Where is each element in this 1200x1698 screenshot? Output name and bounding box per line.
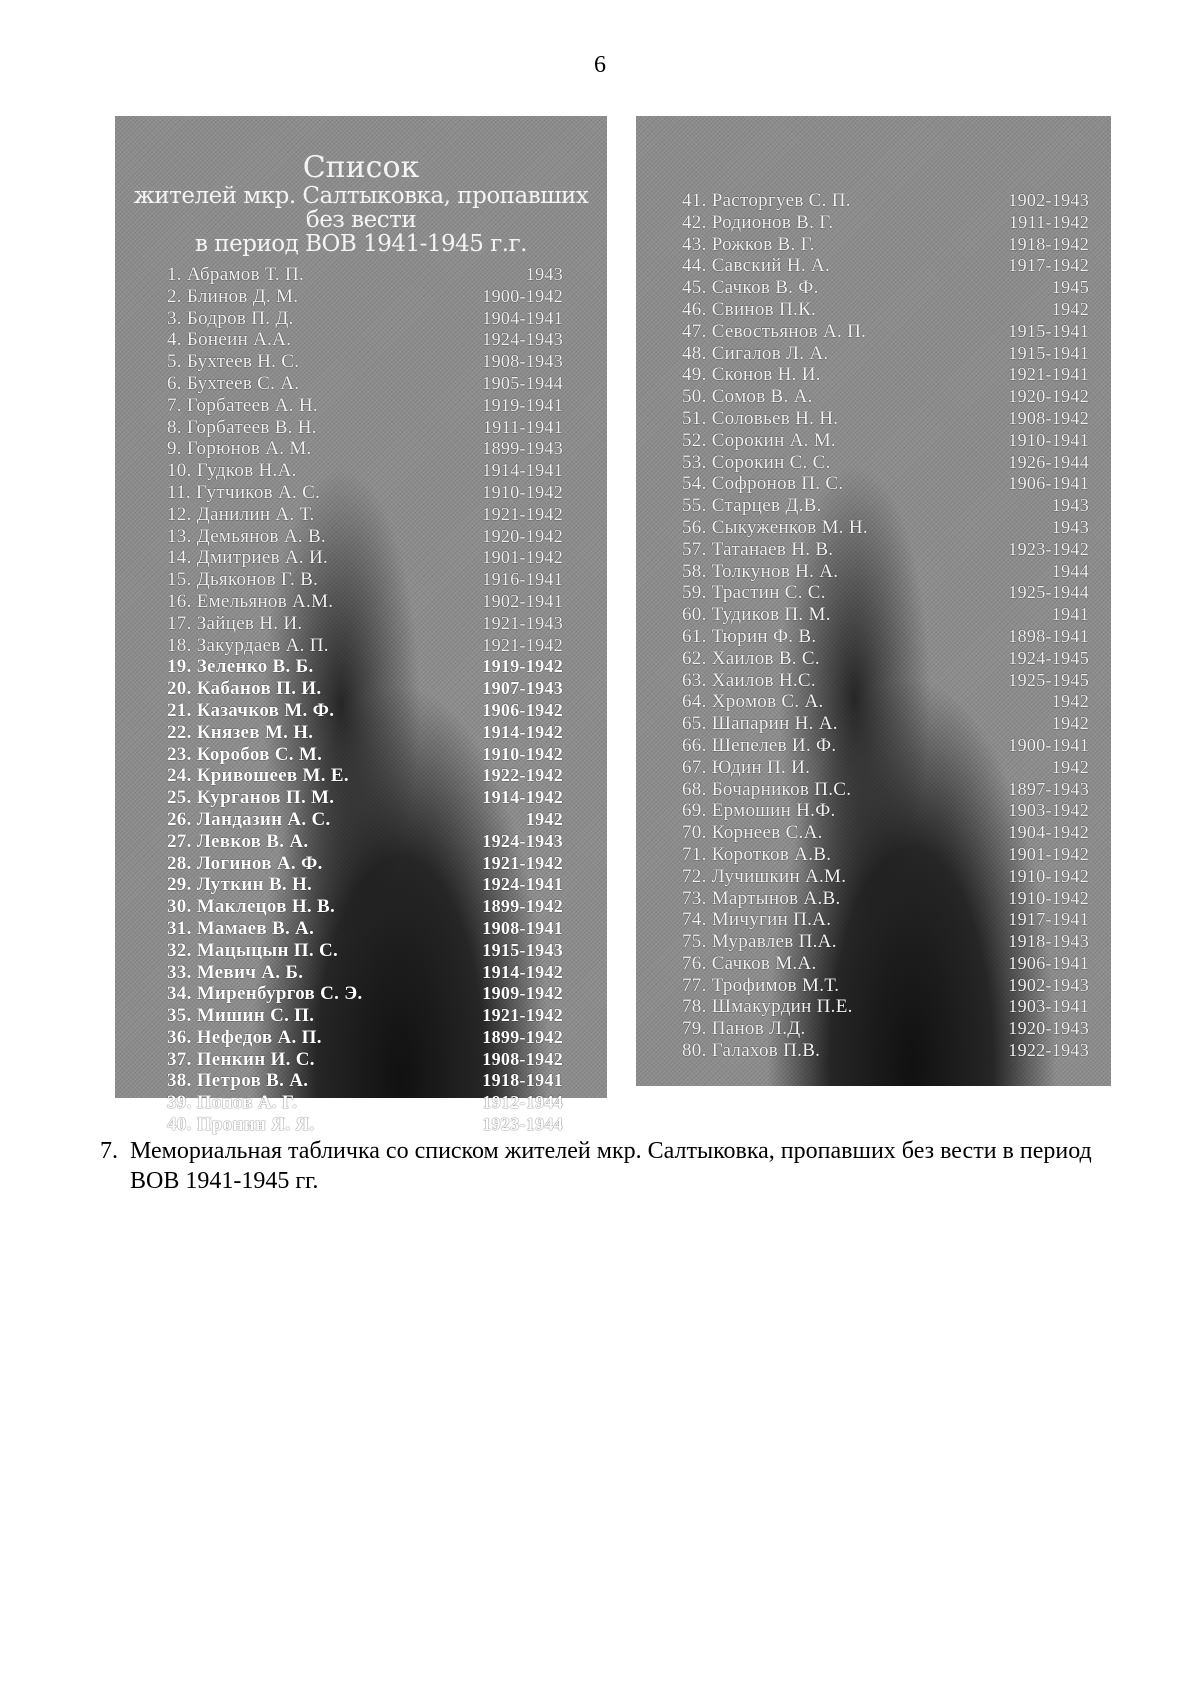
- plaque-heading-line-2: в период ВОВ 1941-1945 г.г.: [195, 230, 527, 257]
- person-name: 19. Зеленко В. Б.: [167, 656, 314, 678]
- life-years: 1921-1942: [482, 634, 563, 655]
- list-item: [167, 482, 563, 504]
- list-item: [167, 308, 563, 330]
- list-item: [167, 395, 563, 417]
- person-name: 37. Пенкин И. С.: [167, 1048, 315, 1070]
- list-item: [167, 526, 563, 548]
- life-years: 1942: [525, 808, 563, 829]
- list-item: [682, 299, 1089, 321]
- life-years: 1903-1942: [1008, 800, 1089, 821]
- life-years: 1915-1941: [1008, 320, 1089, 341]
- list-item: [167, 765, 563, 787]
- list-item: [682, 321, 1089, 343]
- life-years: 1921-1941: [1008, 364, 1089, 385]
- life-years: 1924-1943: [482, 329, 563, 350]
- life-years: 1945: [1051, 277, 1089, 298]
- list-item: [167, 874, 563, 896]
- life-years: 1903-1941: [1008, 996, 1089, 1017]
- life-years: 1906-1942: [482, 699, 563, 720]
- list-item: [167, 569, 563, 591]
- list-item: [682, 626, 1089, 648]
- person-name: 66. Шепелев И. Ф.: [682, 734, 837, 756]
- life-years: 1911-1941: [482, 416, 563, 437]
- person-name: 9. Горюнов А. М.: [167, 438, 312, 460]
- life-years: 1910-1942: [1008, 887, 1089, 908]
- life-years: 1900-1942: [482, 285, 563, 306]
- life-years: 1899-1942: [482, 1026, 563, 1047]
- life-years: 1943: [1051, 516, 1089, 537]
- life-years: 1910-1941: [1008, 429, 1089, 450]
- list-item: [167, 504, 563, 526]
- life-years: 1901-1942: [1008, 843, 1089, 864]
- list-item: [167, 1027, 563, 1049]
- person-name: 73. Мартынов А.В.: [682, 887, 841, 909]
- list-item: [167, 286, 563, 308]
- person-name: 7. Горбатеев А. Н.: [167, 394, 318, 416]
- list-item: [167, 983, 563, 1005]
- caption-number: 7.: [100, 1138, 118, 1164]
- person-name: 18. Закурдаев А. П.: [167, 634, 329, 656]
- person-name: 21. Казачков М. Ф.: [167, 699, 335, 721]
- list-item: [682, 473, 1089, 495]
- list-item: [167, 678, 563, 700]
- list-item: [167, 744, 563, 766]
- person-name: 39. Попов А. Г.: [167, 1092, 298, 1114]
- life-years: 1901-1942: [482, 547, 563, 568]
- person-name: 80. Галахов П.В.: [682, 1040, 821, 1062]
- person-name: 6. Бухтеев С. А.: [167, 372, 300, 394]
- life-years: 1906-1941: [1008, 952, 1089, 973]
- list-item: [167, 351, 563, 373]
- life-years: 1922-1943: [1008, 1040, 1089, 1061]
- person-name: 23. Коробов С. М.: [167, 743, 323, 765]
- life-years: 1912-1944: [482, 1092, 563, 1113]
- person-name: 41. Расторгуев С. П.: [682, 190, 851, 211]
- life-years: 1920-1942: [1008, 386, 1089, 407]
- life-years: 1919-1942: [482, 656, 563, 677]
- person-name: 30. Маклецов Н. В.: [167, 896, 336, 918]
- life-years: 1905-1944: [482, 372, 563, 393]
- person-name: 40. Пронин Я. Я.: [167, 1114, 315, 1136]
- list-item: [682, 452, 1089, 474]
- list-item: [167, 460, 563, 482]
- list-item: [167, 438, 563, 460]
- person-name: 62. Хаилов В. С.: [682, 647, 820, 669]
- list-item: [682, 866, 1089, 888]
- life-years: 1942: [1051, 713, 1089, 734]
- list-item: [682, 364, 1089, 386]
- person-name: 70. Корнеев С.А.: [682, 822, 823, 844]
- person-name: 68. Бочарников П.С.: [682, 778, 852, 800]
- person-name: 75. Муравлев П.А.: [682, 931, 837, 953]
- person-name: 2. Блинов Д. М.: [167, 285, 299, 307]
- list-item: [682, 234, 1089, 256]
- list-item: [682, 909, 1089, 931]
- list-item: [682, 822, 1089, 844]
- life-years: 1943: [1051, 495, 1089, 516]
- person-name: 12. Данилин А. Т.: [167, 503, 315, 525]
- list-item: [682, 604, 1089, 626]
- list-item: [682, 1018, 1089, 1040]
- person-name: 54. Софронов П. С.: [682, 473, 844, 495]
- page-number: 6: [594, 52, 606, 78]
- life-years: 1921-1943: [482, 612, 563, 633]
- life-years: 1909-1942: [482, 983, 563, 1004]
- person-name: 50. Сомов В. А.: [682, 386, 813, 408]
- list-item: [167, 264, 563, 286]
- caption-text: Мемориальная табличка со списком жителей мкр. Салтыковка, пропавших без вести в период ВОВ 1941-1945 гг.: [130, 1138, 1092, 1194]
- list-item: [682, 212, 1089, 234]
- person-name: 28. Логинов А. Ф.: [167, 852, 323, 874]
- life-years: 1899-1943: [482, 438, 563, 459]
- life-years: 1916-1941: [482, 569, 563, 590]
- list-item: [682, 255, 1089, 277]
- person-name: 46. Свинов П.К.: [682, 298, 817, 320]
- person-name: 52. Сорокин А. М.: [682, 429, 836, 451]
- life-years: 1918-1943: [1008, 931, 1089, 952]
- person-name: 26. Ландазин А. С.: [167, 808, 331, 830]
- person-name: 43. Рожков В. Г.: [682, 233, 815, 255]
- person-name: 63. Хаилов Н.С.: [682, 669, 816, 691]
- life-years: 1910-1942: [1008, 865, 1089, 886]
- list-item: [682, 931, 1089, 953]
- plaque-heading-title: Список: [302, 150, 420, 185]
- life-years: 1943: [525, 264, 563, 284]
- person-name: 17. Зайцев Н. И.: [167, 612, 303, 634]
- list-item: [682, 408, 1089, 430]
- life-years: 1917-1941: [1008, 909, 1089, 930]
- life-years: 1908-1941: [482, 917, 563, 938]
- person-name: 74. Мичугин П.А.: [682, 909, 832, 931]
- list-item: [682, 517, 1089, 539]
- life-years: 1918-1941: [482, 1070, 563, 1091]
- life-years: 1920-1943: [1008, 1018, 1089, 1039]
- list-item: [682, 1040, 1089, 1062]
- person-name: 24. Кривошеев М. Е.: [167, 765, 349, 787]
- person-name: 57. Татанаев Н. В.: [682, 538, 834, 560]
- list-item: [167, 656, 563, 678]
- life-years: 1902-1943: [1008, 974, 1089, 995]
- life-years: 1908-1942: [1008, 407, 1089, 428]
- plaque-heading-line-1: жителей мкр. Салтыковка, пропавших без вести: [133, 182, 589, 233]
- list-item: [167, 896, 563, 918]
- list-item: [167, 940, 563, 962]
- list-item: [682, 648, 1089, 670]
- list-item: [167, 700, 563, 722]
- list-item: [167, 787, 563, 809]
- person-name: 16. Емельянов А.М.: [167, 590, 334, 612]
- memorial-plaque-left: [115, 116, 607, 1136]
- person-name: 31. Мамаев В. А.: [167, 917, 315, 939]
- life-years: 1941: [1051, 604, 1089, 625]
- list-item: [682, 844, 1089, 866]
- life-years: 1915-1943: [482, 939, 563, 960]
- list-item: [682, 691, 1089, 713]
- life-years: 1925-1945: [1008, 669, 1089, 690]
- list-item: [167, 547, 563, 569]
- person-name: 58. Толкунов Н. А.: [682, 560, 839, 582]
- list-item: [167, 1005, 563, 1027]
- person-name: 13. Демьянов А. В.: [167, 525, 326, 547]
- person-name: 48. Сигалов Л. А.: [682, 342, 829, 364]
- life-years: 1914-1942: [482, 961, 563, 982]
- life-years: 1920-1942: [482, 525, 563, 546]
- list-item: [682, 430, 1089, 452]
- person-name: 56. Сыкуженков М. Н.: [682, 516, 868, 538]
- list-item: [167, 417, 563, 439]
- list-item: [167, 853, 563, 875]
- life-years: 1897-1943: [1008, 778, 1089, 799]
- life-years: 1919-1941: [482, 394, 563, 415]
- life-years: 1917-1942: [1008, 255, 1089, 276]
- list-item: [682, 757, 1089, 779]
- person-name: 71. Коротков А.В.: [682, 843, 832, 865]
- person-name: 5. Бухтеев Н. С.: [167, 351, 300, 373]
- person-name: 44. Савский Н. А.: [682, 255, 831, 277]
- name-list-right: [682, 190, 1089, 1062]
- person-name: 45. Сачков В. Ф.: [682, 277, 819, 299]
- list-item: [682, 539, 1089, 561]
- life-years: 1921-1942: [482, 1005, 563, 1026]
- life-years: 1924-1945: [1008, 647, 1089, 668]
- list-item: [167, 613, 563, 635]
- list-item: [682, 779, 1089, 801]
- life-years: 1918-1942: [1008, 233, 1089, 254]
- life-years: 1921-1942: [482, 852, 563, 873]
- life-years: 1915-1941: [1008, 342, 1089, 363]
- life-years: 1944: [1051, 560, 1089, 581]
- life-years: 1902-1943: [1008, 190, 1089, 210]
- person-name: 77. Трофимов М.Т.: [682, 974, 840, 996]
- life-years: 1942: [1051, 691, 1089, 712]
- life-years: 1908-1942: [482, 1048, 563, 1069]
- person-name: 78. Шмакурдин П.Е.: [682, 996, 853, 1018]
- person-name: 10. Гудков Н.А.: [167, 460, 297, 482]
- list-item: [682, 386, 1089, 408]
- life-years: 1907-1943: [482, 678, 563, 699]
- life-years: 1910-1942: [482, 743, 563, 764]
- person-name: 34. Миренбургов С. Э.: [167, 983, 363, 1005]
- list-item: [167, 809, 563, 831]
- list-item: [682, 953, 1089, 975]
- life-years: 1923-1942: [1008, 538, 1089, 559]
- list-item: [682, 888, 1089, 910]
- person-name: 64. Хромов С. А.: [682, 691, 824, 713]
- person-name: 33. Мевич А. Б.: [167, 961, 304, 983]
- person-name: 1. Абрамов Т. П.: [167, 264, 305, 285]
- list-item: [167, 831, 563, 853]
- list-item: [682, 190, 1089, 212]
- person-name: 65. Шапарин Н. А.: [682, 713, 838, 735]
- list-item: [682, 996, 1089, 1018]
- list-item: [167, 1092, 563, 1114]
- person-name: 79. Панов Л.Д.: [682, 1018, 806, 1040]
- figure-caption: [100, 1136, 1100, 1196]
- life-years: 1900-1941: [1008, 734, 1089, 755]
- person-name: 49. Сконов Н. И.: [682, 364, 821, 386]
- person-name: 38. Петров В. А.: [167, 1070, 309, 1092]
- life-years: 1910-1942: [482, 481, 563, 502]
- person-name: 72. Лучишкин А.М.: [682, 865, 847, 887]
- person-name: 69. Ермошин Н.Ф.: [682, 800, 836, 822]
- person-name: 4. Бонеин А.А.: [167, 329, 292, 351]
- person-name: 25. Курганов П. М.: [167, 787, 335, 809]
- life-years: 1924-1943: [482, 830, 563, 851]
- life-years: 1911-1942: [1008, 211, 1089, 232]
- life-years: 1922-1942: [482, 765, 563, 786]
- list-item: [167, 1070, 563, 1092]
- person-name: 14. Дмитриев А. И.: [167, 547, 329, 569]
- person-name: 67. Юдин П. И.: [682, 756, 811, 778]
- person-name: 3. Бодров П. Д.: [167, 307, 294, 329]
- memorial-plaque-right: [636, 116, 1111, 1086]
- person-name: 47. Севостьянов А. П.: [682, 320, 867, 342]
- life-years: 1914-1942: [482, 721, 563, 742]
- person-name: 76. Сачков М.А.: [682, 952, 817, 974]
- person-name: 27. Левков В. А.: [167, 830, 309, 852]
- list-item: [682, 713, 1089, 735]
- list-item: [682, 670, 1089, 692]
- life-years: 1904-1942: [1008, 822, 1089, 843]
- life-years: 1924-1941: [482, 874, 563, 895]
- list-item: [167, 635, 563, 657]
- life-years: 1908-1943: [482, 351, 563, 372]
- list-item: [167, 1049, 563, 1071]
- life-years: 1904-1941: [482, 307, 563, 328]
- person-name: 11. Гутчиков А. С.: [167, 481, 321, 503]
- list-item: [682, 277, 1089, 299]
- life-years: 1902-1941: [482, 590, 563, 611]
- life-years: 1923-1944: [482, 1114, 563, 1135]
- list-item: [682, 561, 1089, 583]
- list-item: [167, 722, 563, 744]
- person-name: 60. Тудиков П. М.: [682, 604, 831, 626]
- person-name: 36. Нефедов А. П.: [167, 1026, 322, 1048]
- life-years: 1925-1944: [1008, 582, 1089, 603]
- life-years: 1914-1941: [482, 460, 563, 481]
- list-item: [167, 1114, 563, 1136]
- list-item: [682, 975, 1089, 997]
- person-name: 29. Луткин В. Н.: [167, 874, 313, 896]
- life-years: 1914-1942: [482, 787, 563, 808]
- life-years: 1906-1941: [1008, 473, 1089, 494]
- life-years: 1899-1942: [482, 896, 563, 917]
- person-name: 59. Трастин С. С.: [682, 582, 826, 604]
- person-name: 53. Сорокин С. С.: [682, 451, 831, 473]
- name-list-left: [167, 264, 563, 1136]
- list-item: [167, 962, 563, 984]
- life-years: 1898-1941: [1008, 625, 1089, 646]
- person-name: 15. Дьяконов Г. В.: [167, 569, 319, 591]
- person-name: 35. Мишин С. П.: [167, 1005, 315, 1027]
- plaque-heading: [115, 152, 607, 256]
- person-name: 61. Тюрин Ф. В.: [682, 625, 817, 647]
- person-name: 55. Старцев Д.В.: [682, 495, 822, 517]
- person-name: 20. Кабанов П. И.: [167, 678, 322, 700]
- person-name: 22. Князев М. Н.: [167, 721, 314, 743]
- list-item: [682, 343, 1089, 365]
- list-item: [682, 800, 1089, 822]
- life-years: 1921-1942: [482, 503, 563, 524]
- list-item: [682, 735, 1089, 757]
- list-item: [682, 495, 1089, 517]
- list-item: [682, 582, 1089, 604]
- person-name: 51. Соловьев Н. Н.: [682, 407, 839, 429]
- person-name: 32. Мацыцын П. С.: [167, 939, 339, 961]
- life-years: 1942: [1051, 756, 1089, 777]
- life-years: 1942: [1051, 298, 1089, 319]
- list-item: [167, 591, 563, 613]
- person-name: 8. Горбатеев В. Н.: [167, 416, 317, 438]
- list-item: [167, 373, 563, 395]
- life-years: 1926-1944: [1008, 451, 1089, 472]
- person-name: 42. Родионов В. Г.: [682, 211, 834, 233]
- list-item: [167, 918, 563, 940]
- list-item: [167, 329, 563, 351]
